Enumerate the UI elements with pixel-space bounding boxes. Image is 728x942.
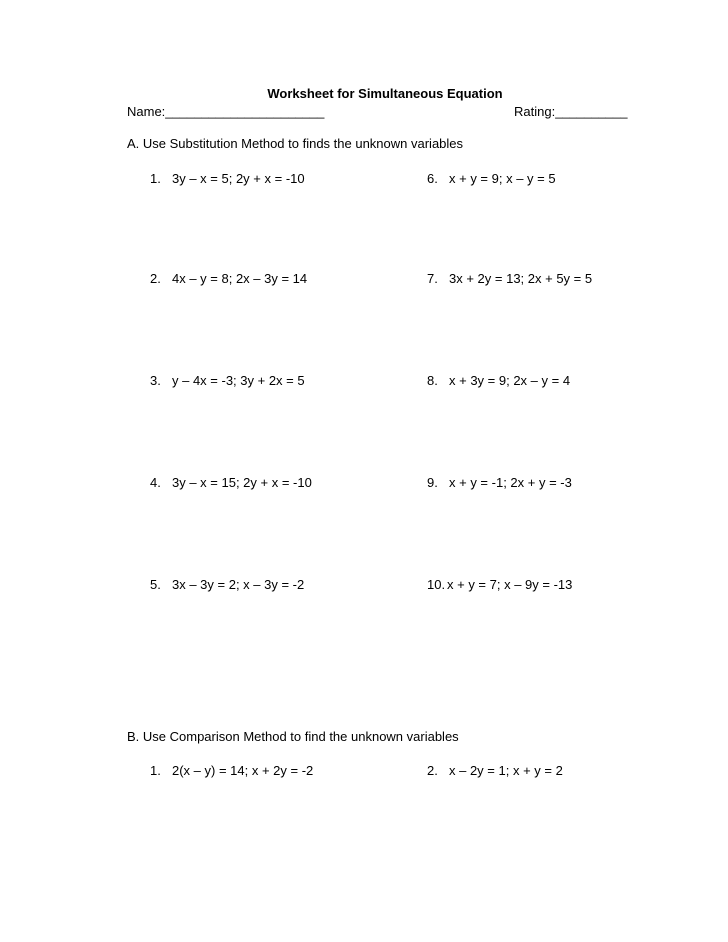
problem-equations: 3y – x = 15; 2y + x = -10 (172, 475, 312, 490)
problem-number: 3. (150, 373, 161, 388)
section-b-heading: B. Use Comparison Method to find the unknown variables (127, 729, 459, 744)
problem-number: 4. (150, 475, 161, 490)
problem-number: 10. (427, 577, 446, 592)
problem-equations: 3x – 3y = 2; x – 3y = -2 (172, 577, 305, 592)
problem-equations: x + y = 7; x – 9y = -13 (447, 577, 573, 592)
problem-number: 8. (427, 373, 438, 388)
section-a-problem-8 (427, 373, 570, 389)
problem-equations: 3y – x = 5; 2y + x = -10 (172, 171, 305, 186)
section-a-problem-6 (427, 171, 556, 187)
section-a-problem-4 (150, 475, 312, 491)
worksheet-title: Worksheet for Simultaneous Equation (267, 86, 503, 101)
problem-number: 7. (427, 271, 438, 286)
name-field-label: Name:______________________ (127, 104, 325, 119)
rating-field-label: Rating:__________ (514, 104, 628, 119)
section-a-problem-7 (427, 271, 592, 287)
section-a-problem-5 (150, 577, 304, 593)
problem-equations: x + 3y = 9; 2x – y = 4 (449, 373, 571, 388)
problem-number: 1. (150, 171, 161, 186)
section-a-heading: A. Use Substitution Method to finds the unknown variables (127, 136, 464, 151)
section-b-problem-2 (427, 763, 563, 779)
problem-equations: x + y = 9; x – y = 5 (449, 171, 556, 186)
problem-equations: 4x – y = 8; 2x – 3y = 14 (172, 271, 308, 286)
problem-equations: 2(x – y) = 14; x + 2y = -2 (172, 763, 314, 778)
problem-number: 5. (150, 577, 161, 592)
problem-number: 2. (150, 271, 161, 286)
problem-number: 1. (150, 763, 161, 778)
problem-equations: x – 2y = 1; x + y = 2 (449, 763, 563, 778)
section-a-problem-3 (150, 373, 305, 389)
problem-equations: y – 4x = -3; 3y + 2x = 5 (172, 373, 305, 388)
section-a-problem-10 (427, 577, 572, 593)
problem-equations: 3x + 2y = 13; 2x + 5y = 5 (449, 271, 593, 286)
problem-number: 9. (427, 475, 438, 490)
section-b-problem-1 (150, 763, 313, 779)
problem-equations: x + y = -1; 2x + y = -3 (449, 475, 572, 490)
problem-number: 6. (427, 171, 438, 186)
section-a-problem-2 (150, 271, 307, 287)
section-a-problem-9 (427, 475, 572, 491)
problem-number: 2. (427, 763, 438, 778)
section-a-problem-1 (150, 171, 305, 187)
